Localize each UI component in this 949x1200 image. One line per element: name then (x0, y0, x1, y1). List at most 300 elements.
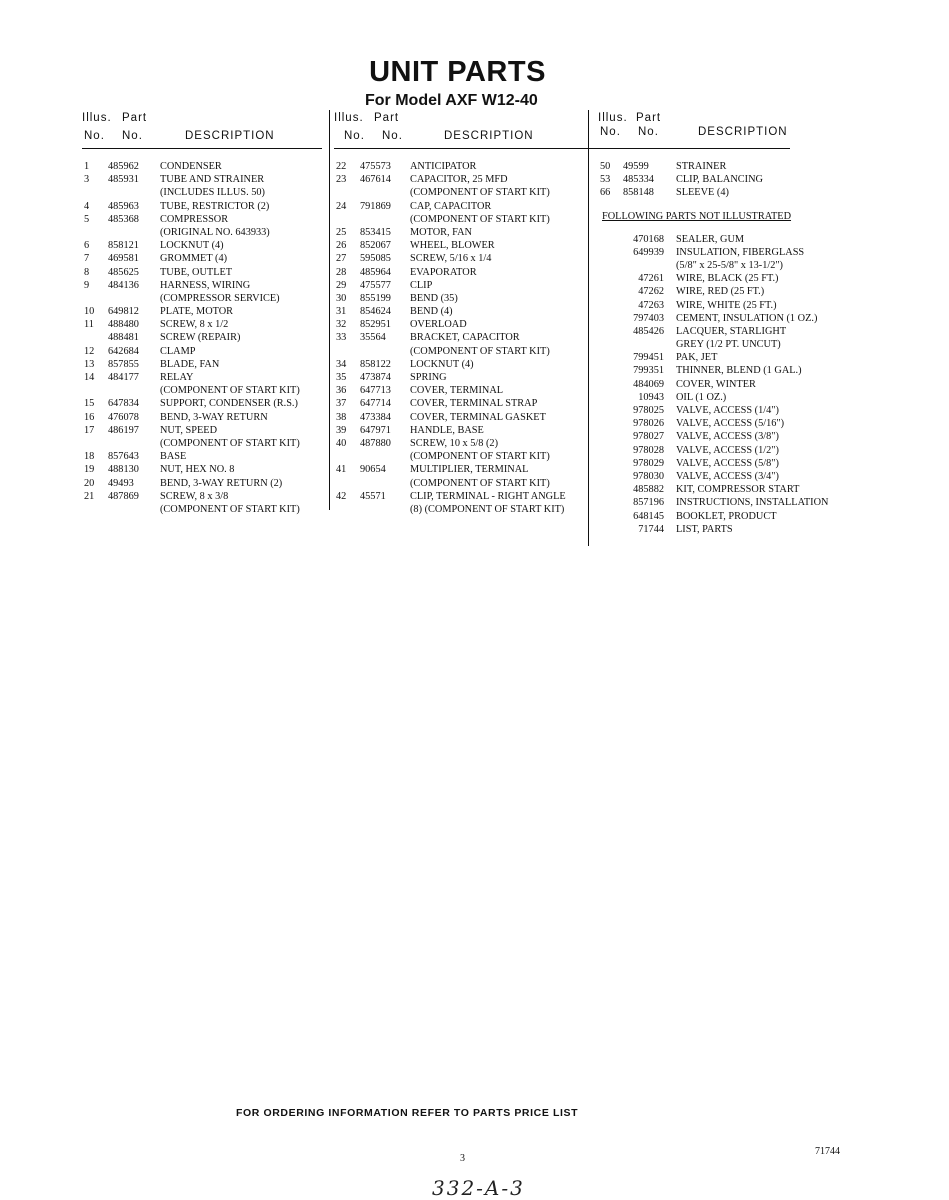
illus-number: 16 (84, 411, 95, 423)
illus-number: 28 (336, 266, 347, 278)
part-number: 49493 (108, 477, 134, 489)
part-number: 485368 (108, 213, 139, 225)
part-description: (COMPONENT OF START KIT) (410, 477, 550, 489)
table-row (82, 227, 322, 240)
part-description: (COMPONENT OF START KIT) (410, 187, 550, 199)
illus-number: 37 (336, 398, 347, 410)
part-description: TUBE, RESTRICTOR (2) (160, 200, 270, 212)
column-divider (588, 110, 589, 546)
table-row (334, 478, 592, 491)
part-description: INSULATION, FIBERGLASS (676, 246, 805, 258)
part-description: TUBE, OUTLET (160, 266, 233, 278)
part-number: 857196 (633, 497, 664, 509)
part-description: BASE (160, 451, 187, 463)
part-number: 642684 (108, 345, 139, 357)
table-row (590, 445, 860, 458)
part-number: 469581 (108, 253, 139, 265)
illus-number: 18 (84, 451, 95, 463)
part-number: 799351 (633, 365, 664, 377)
header-illus: Illus. (334, 112, 364, 124)
part-description: LACQUER, STARLIGHT (676, 325, 787, 337)
table-row (82, 491, 322, 504)
part-number: 978027 (633, 431, 664, 443)
part-description: VALVE, ACCESS (3/4") (676, 470, 779, 482)
part-number: 799451 (633, 352, 664, 364)
table-row (334, 201, 592, 214)
table-row (82, 319, 322, 332)
part-description: OIL (1 OZ.) (676, 391, 727, 403)
table-row (590, 458, 860, 471)
illus-number: 20 (84, 477, 95, 489)
illus-number: 14 (84, 372, 95, 383)
part-description: BRACKET, CAPACITOR (410, 332, 520, 344)
part-description: WIRE, BLACK (25 FT.) (676, 273, 779, 285)
illus-number: 15 (84, 398, 95, 410)
part-number: 595085 (360, 253, 391, 265)
table-row (590, 352, 860, 365)
part-number: 978029 (633, 457, 664, 469)
part-number: 852951 (360, 319, 391, 331)
table-row (82, 412, 322, 425)
illus-number: 4 (84, 200, 90, 212)
part-description: COVER, WINTER (676, 378, 756, 390)
parts-list (334, 161, 592, 517)
table-row (590, 326, 860, 339)
table-row (82, 267, 322, 280)
table-row (82, 214, 322, 227)
table-row (590, 471, 860, 484)
table-row (590, 405, 860, 418)
illus-number: 36 (336, 385, 347, 397)
part-description: SCREW (REPAIR) (160, 332, 241, 344)
table-row (590, 286, 860, 299)
illus-number: 40 (336, 437, 347, 449)
table-row (82, 346, 322, 359)
header-illus: Illus. (82, 112, 112, 124)
part-number: 45571 (360, 490, 386, 502)
illus-number: 41 (336, 464, 347, 476)
part-number: 49599 (623, 161, 649, 172)
part-description: CAPACITOR, 25 MFD (410, 174, 508, 186)
table-row (82, 161, 322, 174)
handwritten-note: 332-A-3 (432, 1176, 525, 1200)
illus-number: 53 (600, 174, 611, 186)
part-description: COMPRESSOR (160, 213, 229, 225)
part-description: SPRING (410, 372, 447, 383)
illus-number: 24 (336, 200, 347, 212)
part-description: (COMPRESSOR SERVICE) (160, 292, 280, 304)
part-description: HANDLE, BASE (410, 424, 484, 436)
part-description: TUBE AND STRAINER (160, 174, 265, 186)
part-description: SCREW, 5/16 x 1/4 (410, 253, 492, 265)
illus-number: 13 (84, 358, 95, 370)
part-number: 853415 (360, 226, 391, 238)
part-number: 647834 (108, 398, 139, 410)
illus-number: 23 (336, 174, 347, 186)
table-row (590, 273, 860, 286)
part-description: STRAINER (676, 161, 727, 172)
header-description: DESCRIPTION (185, 130, 275, 142)
table-row (82, 240, 322, 253)
header-no-2: No. (638, 126, 659, 138)
part-description: COVER, TERMINAL STRAP (410, 398, 538, 410)
part-description: CLIP, TERMINAL - RIGHT ANGLE (410, 490, 566, 502)
header-no-2: No. (122, 130, 143, 142)
illus-number: 42 (336, 490, 347, 502)
part-number: 90654 (360, 464, 386, 476)
part-description: VALVE, ACCESS (3/8") (676, 431, 779, 443)
part-description: SCREW, 10 x 5/8 (2) (410, 437, 499, 449)
illus-number: 8 (84, 266, 90, 278)
part-number: 978025 (633, 405, 664, 416)
illus-number: 6 (84, 240, 90, 252)
part-number: 71744 (638, 523, 664, 535)
document-number: 71744 (815, 1146, 840, 1157)
part-description: (5/8" x 25-5/8" x 13-1/2") (676, 259, 783, 271)
part-description: CLIP, BALANCING (676, 174, 763, 186)
table-row (590, 174, 860, 187)
table-row (334, 293, 592, 306)
part-number: 647714 (360, 398, 391, 410)
illus-number: 32 (336, 319, 347, 331)
table-row (82, 187, 322, 200)
table-row (82, 253, 322, 266)
part-number: 858122 (360, 358, 391, 370)
part-description: BLADE, FAN (160, 358, 220, 370)
table-row (590, 418, 860, 431)
part-number: 485964 (360, 266, 391, 278)
part-description: (COMPONENT OF START KIT) (410, 213, 550, 225)
table-row (334, 267, 592, 280)
table-row (334, 214, 592, 227)
table-row (82, 385, 322, 398)
header-no: No. (600, 126, 621, 138)
part-description: SCREW, 8 x 1/2 (160, 319, 229, 331)
part-description: (COMPONENT OF START KIT) (410, 451, 550, 463)
part-number: 647713 (360, 385, 391, 397)
illus-number: 50 (600, 161, 611, 172)
part-number: 485426 (633, 325, 664, 337)
header-illus: Illus. (598, 112, 628, 124)
table-row (334, 319, 592, 332)
part-description: CEMENT, INSULATION (1 OZ.) (676, 312, 818, 324)
table-row (334, 438, 592, 451)
part-description: KIT, COMPRESSOR START (676, 484, 800, 496)
page-number: 3 (460, 1153, 465, 1164)
part-number: 473874 (360, 372, 391, 383)
table-row (590, 392, 860, 405)
table-row (334, 227, 592, 240)
parts-column-1 (82, 108, 322, 517)
part-description: (COMPONENT OF START KIT) (160, 385, 300, 397)
table-row (334, 280, 592, 293)
table-row (590, 497, 860, 510)
illus-number: 9 (84, 279, 90, 291)
table-row (590, 187, 860, 200)
part-description: SEALER, GUM (676, 233, 745, 245)
header-description: DESCRIPTION (444, 130, 534, 142)
part-number: 485963 (108, 200, 139, 212)
part-description: COVER, TERMINAL GASKET (410, 411, 546, 423)
table-row (334, 504, 592, 517)
illus-number: 31 (336, 306, 347, 318)
table-row (334, 491, 592, 504)
part-description: SCREW, 8 x 3/8 (160, 490, 229, 502)
header-no: No. (344, 130, 365, 142)
part-description: CLIP (410, 279, 433, 291)
table-row (82, 280, 322, 293)
table-row (334, 398, 592, 411)
part-number: 852067 (360, 240, 391, 252)
table-row (334, 161, 592, 174)
part-description: LIST, PARTS (676, 523, 733, 535)
table-row (82, 478, 322, 491)
part-number: 649939 (633, 246, 664, 258)
table-row (82, 504, 322, 517)
column-divider (329, 110, 330, 510)
part-description: WIRE, RED (25 FT.) (676, 286, 765, 298)
illus-number: 19 (84, 464, 95, 476)
part-number: 485962 (108, 161, 139, 172)
part-description: BEND (4) (410, 306, 453, 318)
table-row (590, 524, 860, 537)
parts-list (590, 161, 860, 201)
table-row (590, 511, 860, 524)
table-row (334, 346, 592, 359)
part-description: VALVE, ACCESS (5/16") (676, 418, 785, 430)
part-description: CAP, CAPACITOR (410, 200, 492, 212)
part-number: 857855 (108, 358, 139, 370)
table-row (82, 464, 322, 477)
illus-number: 34 (336, 358, 347, 370)
part-number: 486197 (108, 424, 139, 436)
table-row (82, 372, 322, 385)
part-description: BOOKLET, PRODUCT (676, 510, 777, 522)
table-row (82, 293, 322, 306)
part-number: 791869 (360, 200, 391, 212)
part-number: 488481 (108, 332, 139, 344)
part-number: 473384 (360, 411, 391, 423)
part-number: 488130 (108, 464, 139, 476)
table-row (334, 372, 592, 385)
column-header (82, 108, 322, 149)
part-description: (COMPONENT OF START KIT) (160, 437, 300, 449)
table-row (590, 313, 860, 326)
header-no: No. (84, 130, 105, 142)
illus-number: 21 (84, 490, 95, 502)
header-part: Part (636, 112, 662, 124)
parts-column-3 (590, 108, 860, 537)
part-description: THINNER, BLEND (1 GAL.) (676, 365, 802, 377)
illus-number: 27 (336, 253, 347, 265)
part-number: 47263 (638, 299, 664, 311)
table-row (82, 425, 322, 438)
part-number: 484177 (108, 372, 139, 383)
part-number: 10943 (638, 391, 664, 403)
part-number: 978026 (633, 418, 664, 430)
part-description: (INCLUDES ILLUS. 50) (160, 187, 265, 199)
part-description: (ORIGINAL NO. 643933) (160, 226, 270, 238)
part-number: 470168 (633, 233, 664, 245)
part-number: 797403 (633, 312, 664, 324)
part-description: CLAMP (160, 345, 196, 357)
table-row (590, 339, 860, 352)
illus-number: 26 (336, 240, 347, 252)
part-description: SLEEVE (4) (676, 187, 729, 199)
table-row (82, 306, 322, 319)
part-number: 484069 (633, 378, 664, 390)
part-description: WHEEL, BLOWER (410, 240, 495, 252)
part-description: GROMMET (4) (160, 253, 228, 265)
part-description: BEND (35) (410, 292, 458, 304)
illus-number: 39 (336, 424, 347, 436)
part-description: NUT, SPEED (160, 424, 218, 436)
table-row (334, 385, 592, 398)
part-number: 649812 (108, 306, 139, 318)
part-number: 476078 (108, 411, 139, 423)
table-row (590, 365, 860, 378)
ordering-note: FOR ORDERING INFORMATION REFER TO PARTS PRICE LIST (236, 1107, 579, 1119)
header-no-2: No. (382, 130, 403, 142)
illus-number: 17 (84, 424, 95, 436)
illus-number: 33 (336, 332, 347, 344)
illus-number: 7 (84, 253, 90, 265)
header-description: DESCRIPTION (698, 126, 788, 138)
table-row (82, 359, 322, 372)
table-row (82, 438, 322, 451)
part-number: 855199 (360, 292, 391, 304)
table-row (82, 201, 322, 214)
part-number: 475577 (360, 279, 391, 291)
illus-number: 1 (84, 161, 90, 172)
part-number: 467614 (360, 174, 391, 186)
part-description: OVERLOAD (410, 319, 467, 331)
table-row (334, 306, 592, 319)
table-row (334, 187, 592, 200)
part-number: 854624 (360, 306, 391, 318)
illus-number: 66 (600, 187, 611, 199)
part-description: PLATE, MOTOR (160, 306, 234, 318)
part-number: 858148 (623, 187, 654, 199)
part-number: 648145 (633, 510, 664, 522)
part-description: RELAY (160, 372, 194, 383)
table-row (590, 300, 860, 313)
table-row (82, 332, 322, 345)
part-number: 475573 (360, 161, 391, 172)
part-description: VALVE, ACCESS (5/8") (676, 457, 779, 469)
table-row (334, 451, 592, 464)
parts-list (82, 161, 322, 517)
part-description: (8) (COMPONENT OF START KIT) (410, 503, 565, 515)
part-description: (COMPONENT OF START KIT) (410, 345, 550, 357)
part-description: WIRE, WHITE (25 FT.) (676, 299, 777, 311)
part-number: 488480 (108, 319, 139, 331)
part-description: VALVE, ACCESS (1/4") (676, 405, 779, 416)
part-description: MOTOR, FAN (410, 226, 472, 238)
illus-number: 30 (336, 292, 347, 304)
header-part: Part (374, 112, 400, 124)
part-number: 978028 (633, 444, 664, 456)
illus-number: 35 (336, 372, 347, 383)
part-description: INSTRUCTIONS, INSTALLATION (676, 497, 829, 509)
illus-number: 5 (84, 213, 90, 225)
part-description: BEND, 3-WAY RETURN (2) (160, 477, 283, 489)
table-row (590, 431, 860, 444)
illus-number: 3 (84, 174, 90, 186)
table-row (590, 161, 860, 174)
part-number: 487869 (108, 490, 139, 502)
part-number: 35564 (360, 332, 386, 344)
illus-number: 25 (336, 226, 347, 238)
header-part: Part (122, 112, 148, 124)
illus-number: 11 (84, 319, 94, 331)
illus-number: 12 (84, 345, 95, 357)
part-description: ANTICIPATOR (410, 161, 477, 172)
illus-number: 22 (336, 161, 347, 172)
table-row (334, 174, 592, 187)
part-description: COVER, TERMINAL (410, 385, 504, 397)
part-description: BEND, 3-WAY RETURN (160, 411, 268, 423)
not-illustrated-list (590, 234, 860, 537)
part-description: MULTIPLIER, TERMINAL (410, 464, 529, 476)
part-number: 485334 (623, 174, 654, 186)
table-row (334, 253, 592, 266)
table-row (334, 332, 592, 345)
part-description: NUT, HEX NO. 8 (160, 464, 235, 476)
illus-number: 10 (84, 306, 95, 318)
part-description: VALVE, ACCESS (1/2") (676, 444, 779, 456)
part-description: HARNESS, WIRING (160, 279, 251, 291)
table-row (334, 240, 592, 253)
table-row (590, 260, 860, 273)
part-number: 857643 (108, 451, 139, 463)
part-description: EVAPORATOR (410, 266, 477, 278)
part-number: 485931 (108, 174, 139, 186)
table-row (82, 174, 322, 187)
part-number: 484136 (108, 279, 139, 291)
table-row (590, 247, 860, 260)
part-description: SUPPORT, CONDENSER (R.S.) (160, 398, 298, 410)
part-number: 978030 (633, 470, 664, 482)
illus-number: 38 (336, 411, 347, 423)
table-row (590, 379, 860, 392)
part-description: LOCKNUT (4) (410, 358, 474, 370)
table-row (590, 484, 860, 497)
page-subtitle: For Model AXF W12-40 (365, 92, 538, 109)
parts-column-2 (334, 108, 592, 517)
table-row (334, 425, 592, 438)
part-number: 47261 (638, 273, 664, 285)
illus-number: 29 (336, 279, 347, 291)
part-number: 485625 (108, 266, 139, 278)
part-number: 487880 (360, 437, 391, 449)
table-row (334, 464, 592, 477)
part-description: CONDENSER (160, 161, 222, 172)
part-description: LOCKNUT (4) (160, 240, 224, 252)
part-number: 647971 (360, 424, 391, 436)
page-title: UNIT PARTS (369, 56, 546, 88)
table-row (590, 234, 860, 247)
column-header (590, 108, 790, 149)
table-row (334, 359, 592, 372)
not-illustrated-heading: FOLLOWING PARTS NOT ILLUSTRATED (602, 210, 792, 222)
part-number: 47262 (638, 286, 664, 298)
part-description: GREY (1/2 PT. UNCUT) (676, 339, 781, 351)
part-description: PAK, JET (676, 352, 718, 364)
part-number: 858121 (108, 240, 139, 252)
table-row (334, 412, 592, 425)
table-row (82, 451, 322, 464)
